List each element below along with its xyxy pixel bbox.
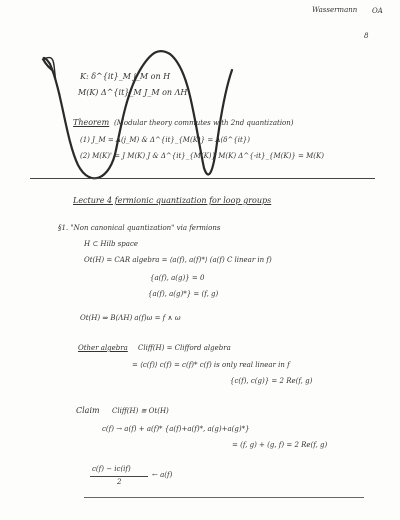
section-divider bbox=[30, 178, 375, 179]
cliff-line-2: = ⟨c(f)⟩ c(f) = c(f)* c(f) is only real linear in f bbox=[132, 361, 290, 369]
author-annotation: Wassermann bbox=[312, 6, 358, 14]
top-line-1: K: δ^{it}_M j_M on H bbox=[80, 72, 171, 81]
other-algebra-label: Other algebra bbox=[78, 344, 128, 352]
fraction-rhs: ← a(f) bbox=[152, 471, 173, 479]
fraction-denominator: 2 bbox=[117, 478, 122, 486]
claim-line-3: = (f, g) + (g, f) = 2 Re(f, g) bbox=[232, 441, 328, 449]
theorem-label: Theorem bbox=[73, 118, 110, 127]
section-heading: §1. "Non canonical quantization" via fermions bbox=[58, 224, 221, 232]
cliff-line: Cliff(H) = Clifford algebra bbox=[138, 344, 231, 352]
claim-line: Cliff(H) ≅ Ot(H) bbox=[112, 407, 169, 415]
claim-label: Claim bbox=[76, 406, 100, 415]
fraction-bar bbox=[90, 476, 148, 477]
fock-line: Ot(H) ⇒ B(ΛH) a(f)ω = f ∧ ω bbox=[80, 314, 181, 322]
claim-line-2: c(f) → a(f) + a(f)* {a(f)+a(f)*, a(g)+a(g)*} bbox=[102, 425, 250, 433]
relation-1: {a(f), a(g)} = 0 bbox=[150, 274, 205, 282]
bottom-rule bbox=[84, 497, 364, 498]
lecture-title: Lecture 4 fermionic quantization for loop groups bbox=[73, 196, 272, 205]
theorem-item-2: (2) M(K)' = J M(K) J & Δ^{it}_{M(K)} M(K) Δ^{-it}_{M(K)} = M(K) bbox=[80, 152, 324, 160]
car-line: Ot(H) = CAR algebra = ⟨a(f), a(f)*⟩ (a(f) C linear in f) bbox=[84, 256, 272, 264]
top-line-2: M(K) Δ^{it}_M J_M on ΛH bbox=[78, 88, 188, 97]
fraction-numerator: c(f) − ic(if) bbox=[92, 465, 131, 473]
page-number: 8 bbox=[364, 32, 369, 40]
theorem-text: (Modular theory commutes with 2nd quantization) bbox=[114, 119, 294, 127]
hilbert-line: H ⊂ Hilb space bbox=[84, 240, 139, 248]
relation-2: {a(f), a(g)*} = (f, g) bbox=[148, 290, 219, 298]
code-annotation: OA bbox=[372, 7, 383, 15]
theorem-item-1: (1) J_M = Λ(j_M) & Δ^{it}_{M(K)} = Λ(δ^{it}) bbox=[80, 136, 250, 144]
cliff-line-3: {c(f), c(g)} = 2 Re(f, g) bbox=[230, 377, 313, 385]
